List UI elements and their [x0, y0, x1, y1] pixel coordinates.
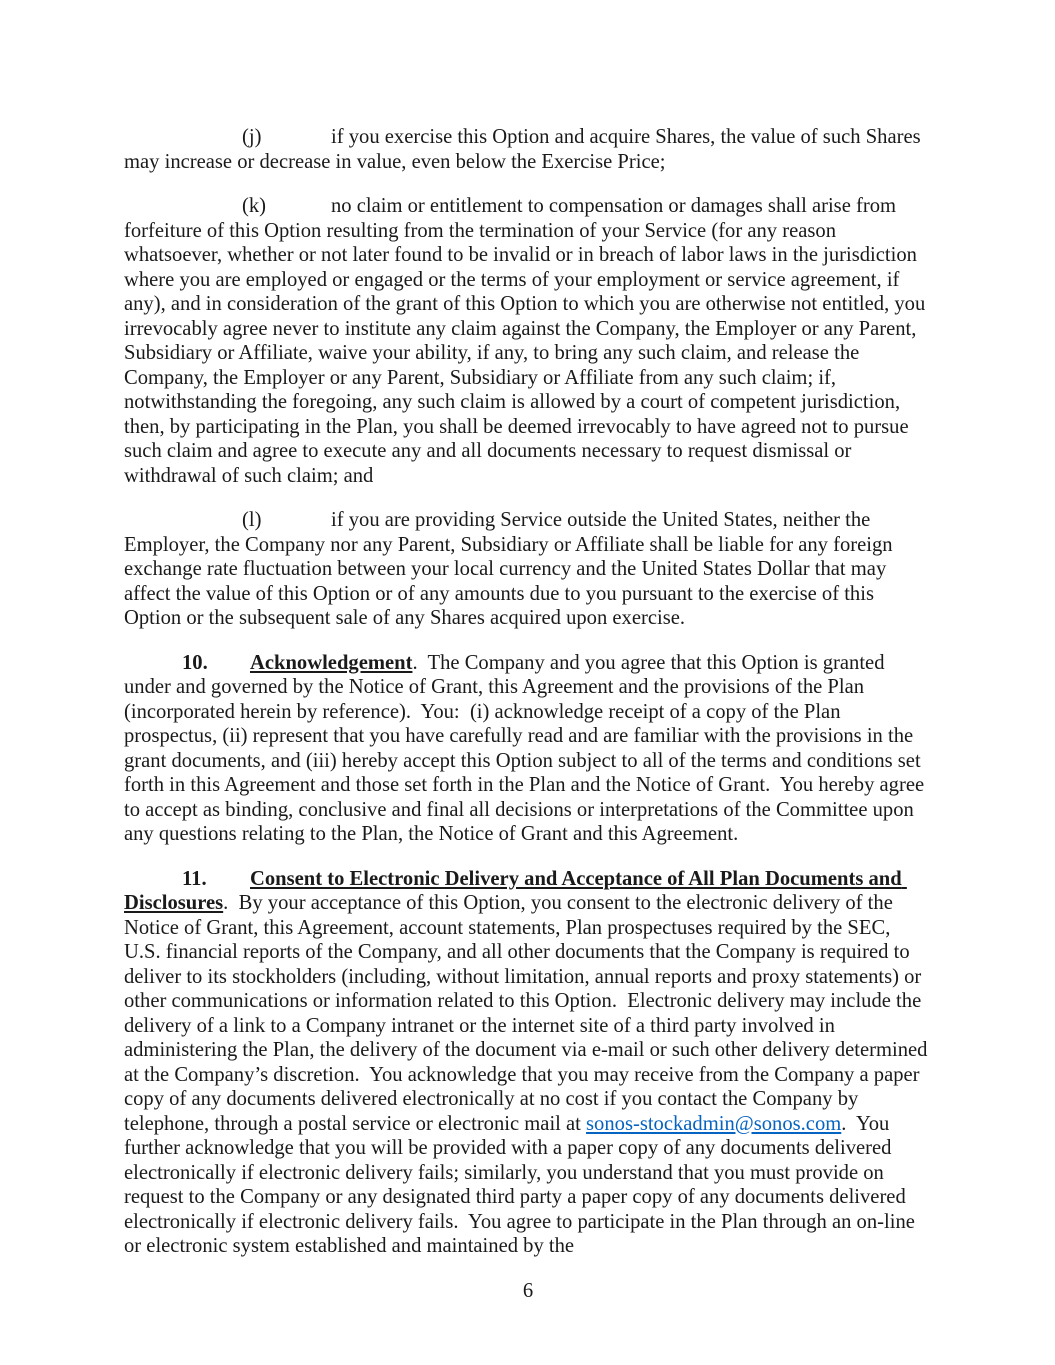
section-11-text-after-link: . You further acknowledge that you will be provided with a paper copy of any documents delivered electronically if electronic delivery fails; similarly, you understand that you must provide on request to the Company or any designated third party a paper copy of any documents delivered electronically if electronic delivery fails. You agree to participate in the Plan through an on-line or electronic system established and maintained by the	[124, 1112, 921, 1257]
section-10-number: 10.	[182, 651, 208, 674]
section-11-number: 11.	[182, 867, 207, 890]
paragraph-j-label: (j)	[242, 126, 262, 148]
email-link[interactable]: sonos-stockadmin@sonos.com	[586, 1112, 842, 1135]
section-10-acknowledgement	[124, 651, 932, 847]
section-10-heading: Acknowledgement	[250, 651, 413, 674]
page-number: 6	[522, 1279, 534, 1302]
paragraph-l-text: if you are providing Service outside the United States, neither the Employer, the Company nor any Parent, Subsidiary or Affiliate shall be liable for any foreign exchange rate fluctuation between your local currency and the United States Dollar that may affect the value of this Option or of any amounts due to you pursuant to the exercise of this Option or the subsequent sale of any Shares acquired upon exercise.	[124, 509, 898, 629]
section-11-consent-electronic-delivery	[124, 867, 932, 1259]
paragraph-k	[124, 194, 932, 488]
paragraph-l	[124, 508, 932, 631]
section-11-heading: Consent to Electronic Delivery and Acceptance of All Plan Documents and Disclosures	[124, 867, 907, 914]
section-11-text-before-link: . By your acceptance of this Option, you consent to the electronic delivery of the Notice of Grant, this Agreement, account statements, Plan prospectuses required by the SEC, U.S. financial reports of the Company, and all other documents that the Company is required to deliver to its stockholders (including, without limitation, annual reports and proxy statements) or other communications or information related to this Option. Electronic delivery may include the delivery of a link to a Company intranet or the internet site of a third party involved in administering the Plan, the delivery of the document via e-mail or such other delivery determined at the Company’s discretion. You acknowledge that you may receive from the Company a paper copy of any documents delivered electronically at no cost if you contact the Company by telephone, through a postal service or electronic mail at	[124, 892, 933, 1135]
paragraph-j	[124, 125, 932, 174]
paragraph-k-label: (k)	[242, 195, 267, 217]
paragraph-l-label: (l)	[242, 509, 262, 531]
section-10-text: . The Company and you agree that this Option is granted under and governed by the Notice of Grant, this Agreement and the provisions of the Plan (incorporated herein by reference). You: (i) acknowledge receipt of a copy of the Plan prospectus, (ii) represent that you have carefully read and are familiar with the provisions in the grant documents, and (iii) hereby accept this Option subject to all of the terms and conditions set forth in this Agreement and those set forth in the Plan and the Notice of Grant. You hereby agree to accept as binding, conclusive and final all decisions or interpretations of the Committee upon any questions relating to the Plan, the Notice of Grant and this Agreement.	[124, 651, 930, 845]
paragraph-k-text: no claim or entitlement to compensation or damages shall arise from forfeiture of this Option resulting from the termination of your Service (for any reason whatsoever, whether or not later found to be invalid or in breach of labor laws in the jurisdiction where you are employed or engaged or the terms of your employment or service agreement, if any), and in consideration of the grant of this Option to which you are otherwise not entitled, you irrevocably agree never to institute any claim against the Company, the Employer or any Parent, Subsidiary or Affiliate, waive your ability, if any, to bring any such claim, and release the Company, the Employer or any Parent, Subsidiary or Affiliate from any such claim; if, notwithstanding the foregoing, any such claim is allowed by a court of competent jurisdiction, then, by participating in the Plan, you shall be deemed irrevocably to have agreed not to pursue such claim and agree to execute any and all documents necessary to request dismissal or withdrawal of such claim; and	[124, 195, 931, 487]
paragraph-j-text: if you exercise this Option and acquire Shares, the value of such Shares may increase or decrease in value, even below the Exercise Price;	[124, 126, 926, 173]
